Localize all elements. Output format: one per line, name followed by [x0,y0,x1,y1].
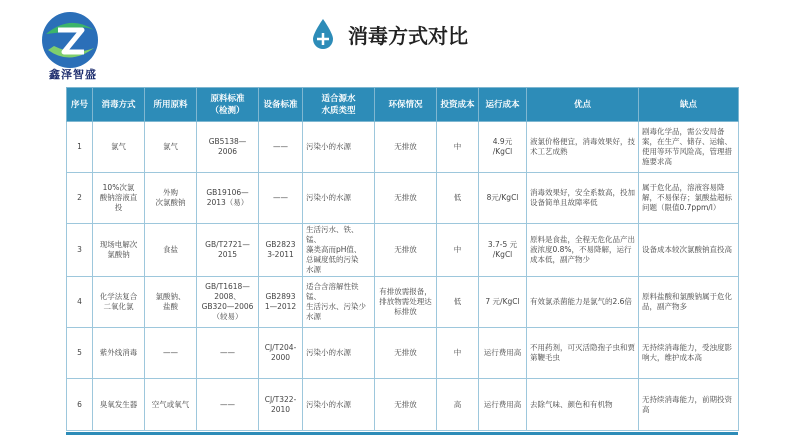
table-cell: 化学法复合 二氧化氯 [93,277,145,328]
table-cell: 外购 次氯酸钠 [145,173,197,224]
table-row [67,328,739,379]
table-cell: 3.7-5 元 /KgCl [479,224,527,277]
logo-icon [40,10,100,70]
table-cell: 运行费用高 [479,379,527,431]
table-cell: 去除气味、颜色和有机物 [527,379,639,431]
table-cell: 生活污水、铁、锰、 藻类高而pH值、 总碱度低的污染 水源 [303,224,375,277]
col-header: 缺点 [639,88,739,122]
table-cell: 8元/KgCl [479,173,527,224]
brand-name: 鑫泽智盛 [49,68,97,81]
table-cell: 污染小的水源 [303,173,375,224]
col-header: 原料标准 （检测） [197,88,259,122]
table-row [67,277,739,328]
table-cell: CJ/T322- 2010 [259,379,303,431]
col-header: 优点 [527,88,639,122]
col-header: 消毒方式 [93,88,145,122]
table-cell: 无排放 [375,224,437,277]
table-cell: 低 [437,173,479,224]
table-cell: 10%次氯 酸钠溶液直 投 [93,173,145,224]
table-row [67,173,739,224]
table-cell: GB/T2721— 2015 [197,224,259,277]
table-cell: 无排放 [375,173,437,224]
col-header: 环保情况 [375,88,437,122]
table-header-row [67,88,739,122]
col-header: 运行成本 [479,88,527,122]
table-row [67,224,739,277]
col-header: 所用原料 [145,88,197,122]
table-cell: GB/T1618— 2008、 GB320—2006 （较易） [197,277,259,328]
table-cell: 2 [67,173,93,224]
table-cell: 原料盐酸和氯酸钠属于危化品，副产物多 [639,277,739,328]
table-cell: GB2893 1—2012 [259,277,303,328]
table-cell: 高 [437,379,479,431]
table-cell: 消毒效果好，安全系数高，投加设备简单且故障率低 [527,173,639,224]
table-cell: 剧毒化学品，需公安局备案，在生产、储存、运输、使用等环节风险高，管理措施要求高 [639,122,739,173]
table-cell: 3 [67,224,93,277]
table-cell: —— [259,173,303,224]
table-cell: 中 [437,122,479,173]
table-cell: 有排放需报备， 排放物需处理达 标排放 [375,277,437,328]
table-cell: GB5138— 2006 [197,122,259,173]
table-cell: 无持续消毒能力，前期投资高 [639,379,739,431]
table-cell: 4.9元 /KgCl [479,122,527,173]
table-cell: 臭氧发生器 [93,379,145,431]
table-cell: CJ/T204- 2000 [259,328,303,379]
table-cell: 液氯价格便宜，消毒效果好，技术工艺成熟 [527,122,639,173]
table-cell: —— [259,122,303,173]
table-cell: 氯气 [145,122,197,173]
table-row [67,122,739,173]
table-cell: 无排放 [375,122,437,173]
col-header: 设备标准 [259,88,303,122]
page-title: 消毒方式对比 [348,23,468,48]
table-cell: 6 [67,379,93,431]
table-cell: —— [145,328,197,379]
table-cell: 污染小的水源 [303,379,375,431]
table-cell: 无持续消毒能力，受浊度影响大，维护成本高 [639,328,739,379]
table-cell: 1 [67,122,93,173]
table-cell: 无排放 [375,379,437,431]
table-cell: 氯酸钠、 盐酸 [145,277,197,328]
table-cell: 现场电解次 氯酸钠 [93,224,145,277]
table-cell: 氯气 [93,122,145,173]
table-cell: 5 [67,328,93,379]
table-cell: 原料是食盐，全程无危化品产出液浓度0.8%，不易降解，运行成本低，副产物少 [527,224,639,277]
table-cell: 紫外线消毒 [93,328,145,379]
title-block [310,16,468,52]
table-cell: 污染小的水源 [303,328,375,379]
table-cell: 不用药剂，可灭活隐孢子虫和贾第鞭毛虫 [527,328,639,379]
table-cell: 7 元/KgCl [479,277,527,328]
table-cell: GB2823 3-2011 [259,224,303,277]
table-cell: 无排放 [375,328,437,379]
table-cell: 污染小的水源 [303,122,375,173]
table-cell: 中 [437,224,479,277]
table-cell: 4 [67,277,93,328]
comparison-table [66,87,738,431]
table-cell: 运行费用高 [479,328,527,379]
table-cell: 属于危化品，溶液容易降解，不易保存；氯酸盐超标问题（限值0.7ppm/l） [639,173,739,224]
table-bottom-rule [66,432,738,435]
col-header: 投资成本 [437,88,479,122]
table-cell: —— [197,328,259,379]
table-cell: 设备成本较次氯酸钠直投高 [639,224,739,277]
table-cell: 有效氯杀菌能力是氯气的2.6倍 [527,277,639,328]
water-drop-icon [310,17,336,51]
table-row [67,379,739,431]
table-cell: 低 [437,277,479,328]
table-cell: 食盐 [145,224,197,277]
table-cell: 适合含溶解性铁锰、 生活污水、污染少 水源 [303,277,375,328]
table-cell: GB19106— 2013（易） [197,173,259,224]
table-cell: 中 [437,328,479,379]
col-header: 适合源水 水质类型 [303,88,375,122]
table-cell: 空气或氧气 [145,379,197,431]
col-header: 序号 [67,88,93,122]
table-cell: —— [197,379,259,431]
